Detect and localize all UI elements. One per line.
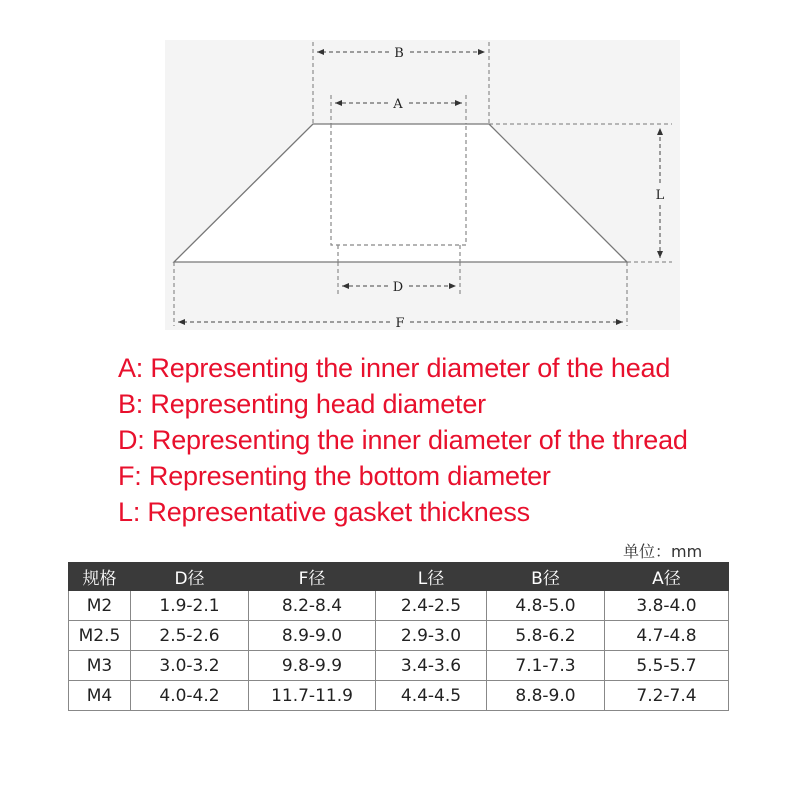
label-f: F xyxy=(395,316,405,331)
dimension-legend xyxy=(118,350,688,530)
legend-item-l: L: Representative gasket thickness xyxy=(118,497,530,527)
unit-note: 单位：mm xyxy=(623,542,703,561)
table-cell: 5.5-5.7 xyxy=(605,651,729,681)
label-a: A xyxy=(393,97,403,112)
table-cell: 2.5-2.6 xyxy=(131,621,249,651)
table-cell: M2 xyxy=(69,591,131,621)
table-cell: 7.1-7.3 xyxy=(487,651,605,681)
table-cell: M3 xyxy=(69,651,131,681)
table-row xyxy=(69,621,729,651)
table-cell: 4.4-4.5 xyxy=(376,681,487,711)
table-cell: 4.7-4.8 xyxy=(605,621,729,651)
gasket-diagram xyxy=(0,0,800,345)
legend-item-d: D: Representing the inner diameter of the thread xyxy=(118,425,688,455)
table-cell: 4.0-4.2 xyxy=(131,681,249,711)
table-cell: 3.8-4.0 xyxy=(605,591,729,621)
table-cell: 1.9-2.1 xyxy=(131,591,249,621)
table-cell: 2.4-2.5 xyxy=(376,591,487,621)
table-cell: 8.2-8.4 xyxy=(249,591,376,621)
table-header-cell: L径 xyxy=(376,563,487,591)
table-header-cell: D径 xyxy=(131,563,249,591)
table-cell: 2.9-3.0 xyxy=(376,621,487,651)
table-cell: M2.5 xyxy=(69,621,131,651)
legend-item-a: A: Representing the inner diameter of the head xyxy=(118,353,671,383)
label-l: L xyxy=(655,188,665,203)
table-cell: 8.9-9.0 xyxy=(249,621,376,651)
table-cell: 11.7-11.9 xyxy=(249,681,376,711)
legend-item-f: F: Representing the bottom diameter xyxy=(118,461,551,491)
table-header-cell: F径 xyxy=(249,563,376,591)
legend-item-b: B: Representing head diameter xyxy=(118,389,486,419)
table-header-cell: A径 xyxy=(605,563,729,591)
label-b: B xyxy=(394,46,404,61)
table-header-row xyxy=(69,563,729,591)
table-cell: 7.2-7.4 xyxy=(605,681,729,711)
spec-table xyxy=(68,562,729,711)
table-header-cell: B径 xyxy=(487,563,605,591)
table-cell: 5.8-6.2 xyxy=(487,621,605,651)
table-row xyxy=(69,651,729,681)
table-cell: 9.8-9.9 xyxy=(249,651,376,681)
table-cell: 8.8-9.0 xyxy=(487,681,605,711)
table-header-cell: 规格 xyxy=(69,563,131,591)
table-cell: M4 xyxy=(69,681,131,711)
table-cell: 3.0-3.2 xyxy=(131,651,249,681)
table-cell: 4.8-5.0 xyxy=(487,591,605,621)
label-d: D xyxy=(392,280,404,295)
table-row xyxy=(69,681,729,711)
table-cell: 3.4-3.6 xyxy=(376,651,487,681)
table-row xyxy=(69,591,729,621)
